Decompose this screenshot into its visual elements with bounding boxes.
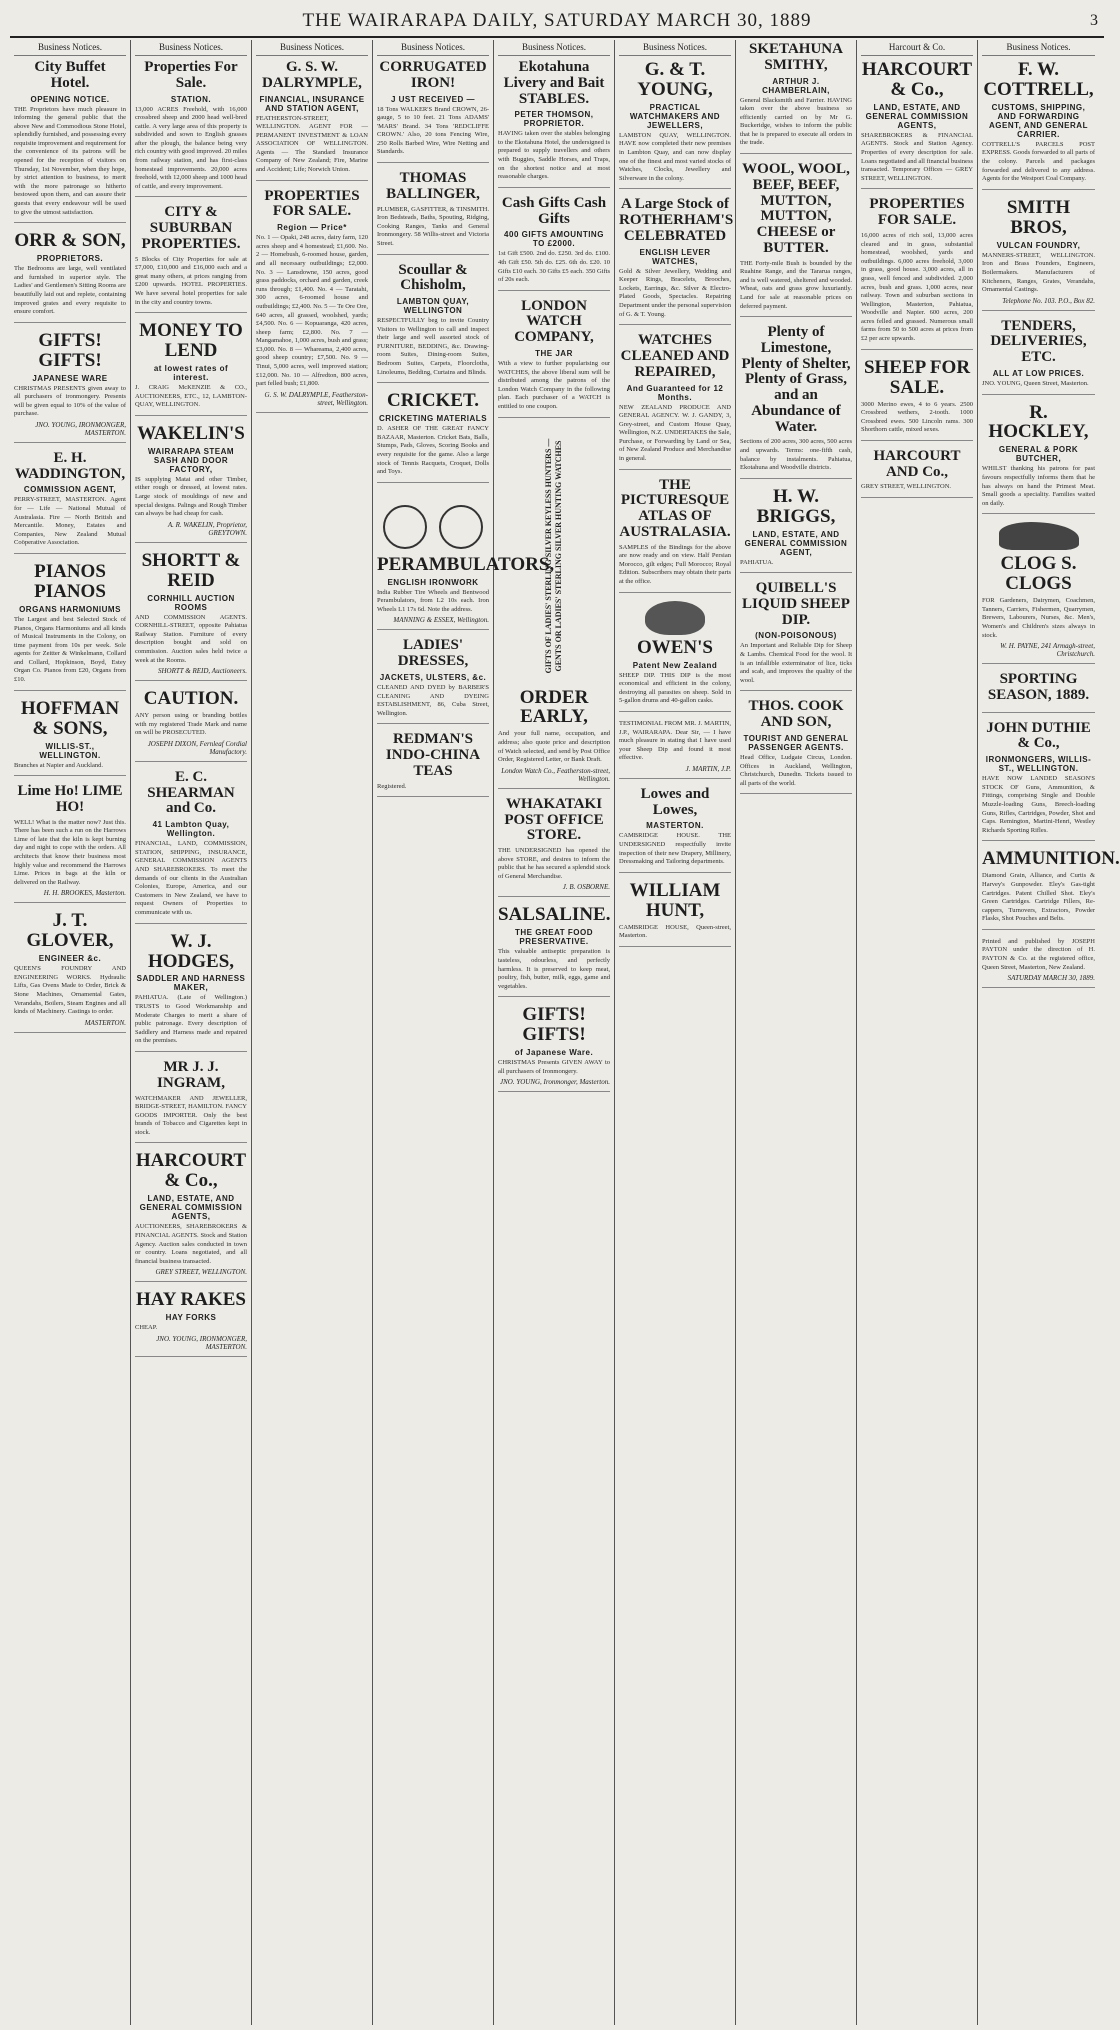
ad-heading: REDMAN'S INDO-CHINA TEAS: [385, 731, 481, 779]
ad-body: An Important and Reliable Dip for Sheep & Lambs. Chemical Food for the wool. It is an infallible exterminator of lice, ticks and scab, and improves the quality of the wool.: [740, 642, 852, 684]
advertisement: [256, 60, 368, 181]
ad-body: India Rubber Tire Wheels and Bentwood Perambulators, from L2 10s each. Iron Wheels L1 17s 6d. Note the address.: [377, 588, 489, 613]
ad-subheading: ENGINEER &c.: [38, 954, 102, 964]
ad-heading: WATCHES CLEANED AND REPAIRED,: [620, 332, 730, 380]
ad-signature: J. MARTIN, J.P.: [685, 764, 731, 773]
ad-subheading: GENERAL & PORK BUTCHER,: [998, 445, 1079, 464]
ad-subheading: at lowest rates of interest.: [153, 364, 229, 383]
ad-body: FEATHERSTON-STREET, WELLINGTON. AGENT FOR — PERMANENT INVESTMENT & LOAN ASSOCIATION OF WELLINGTON. Agents — The Standard Insurance Company of New Zealand; Fire, Marine and Accident; Life; Norwich Union.: [256, 114, 368, 174]
ad-heading: W. J. HODGES,: [147, 930, 235, 972]
clogs-illustration: [999, 522, 1079, 550]
advertisement: [982, 938, 1095, 988]
ad-heading: SHEEP FOR SALE.: [863, 356, 971, 398]
ad-heading: Cash Gifts Cash Gifts: [501, 194, 607, 227]
ad-subheading: THE JAR: [535, 348, 573, 358]
advertisement: [135, 1060, 247, 1143]
ad-subheading: 41 Lambton Quay, Wellington.: [152, 820, 230, 839]
ad-body: WELL! What is the matter now? Just this. There has been such a run on the Harrows Lime of late that the kiln is kept burning day and night to cope with the orders. All architects that know their business most highly value and recommend the Harrows Lime. Prices in bags at the kiln or delivered on the Railway.: [14, 818, 126, 886]
advertisement: [135, 205, 247, 313]
ad-body: Printed and published by JOSEPH PAYTON under the direction of H. PAYTON & Co. at the registered office, Queen Street, Masterton, New Zealand.: [982, 937, 1095, 971]
column-header: Business Notices.: [14, 40, 126, 56]
ad-body: HAVING taken over the stables belonging to the Ekotahuna Hotel, the undersigned is prepared to supply travellers and others with Buggies, Saddle Horses, and Traps, on the shortest notice and at most reasonable charges.: [498, 130, 610, 181]
advertisement: [14, 451, 126, 554]
column-header: Harcourt & Co.: [861, 40, 973, 56]
ad-body: COTTRELL'S PARCELS POST EXPRESS. Goods forwarded to all parts of the colony. Parcels and packages forwarded and delivered to any address. Agents for the Westport Coal Company.: [982, 140, 1095, 183]
ad-body: CHRISTMAS Presents GIVEN AWAY to all purchasers of Ironmongery.: [498, 1059, 610, 1075]
advertisement: [14, 231, 126, 323]
ad-heading: WOOL, WOOL, BEEF, BEEF, MUTTON, MUTTON, CHEESE or BUTTER.: [742, 161, 850, 256]
ad-body: The Largest and best Selected Stock of Pianos, Organs Harmoniums and all kinds of Musical Instruments in the Colony, on time payment from 10s per week. Sole agents for Zeitter & Winkelmann, Collard and Collard, Hopkinson, Boyd, Estey Organ Co. Pianos from £20, Organs from £10.: [14, 615, 126, 684]
advertisement: [498, 797, 610, 898]
column-2: [131, 40, 252, 2025]
ad-heading: Lime Ho! LIME HO!: [17, 783, 123, 815]
ad-body: GREY STREET, WELLINGTON.: [861, 483, 952, 491]
ad-body: No. 1 — Opaki, 248 acres, dairy farm, 120 acres sheep and 4 homestead; £1,600. No. 2 — Homebush, 6-roomed house, garden, and all necessary outbuildings; £2,000. No. 3 — Lansdowne, 150 acres, good grass paddocks, orchard and garden, creek runs through; £1,400. No. 4 — Taratahi, 300 acres, 6-roomed house and outbuildings; £2,400. No. 5 — Te Ore Ore, 640 acres, all grassed, woolshed, yards; £4,500. No. 6 — Kopuaranga, 420 acres, sheep farm; £2,800. No. 7 — Mangamahoe, 1,000 acres, bush and grass; £3,000. No. 8 — Whareama, 2,400 acres, good sheep country; £7,500. No. 9 — Tinui, 5,000 acres, well improved station; £12,000. No. 10 — Alfredton, 800 acres, part felled bush; £1,800.: [256, 234, 368, 388]
ad-heading: SMITH BROS,: [1006, 196, 1071, 238]
ad-body: JNO. YOUNG, Queen Street, Masterton.: [982, 379, 1089, 387]
ad-heading: SALSALINE.: [498, 904, 611, 926]
advertisement: [135, 689, 247, 762]
column-header: Business Notices.: [498, 40, 610, 56]
advertisement: [14, 911, 126, 1032]
ad-signature: J. B. OSBORNE.: [562, 883, 610, 892]
ad-subheading: of Japanese Ware.: [514, 1048, 594, 1058]
ad-heading: PERAMBULATORS,: [377, 553, 555, 575]
ad-body: WHILST thanking his patrons for past favours respectfully informs them that he has always on hand the Primest Meat. Small goods a speciality. Families waited on daily.: [982, 465, 1095, 507]
advertisement: [135, 321, 247, 416]
ad-signature: H. H. BROOKES, Masterton.: [43, 889, 126, 898]
ad-body: Diamond Grain, Alliance, and Curtis & Harvey's Gunpowder. Eley's Gas-tight Cartridges. Patent Chilled Shot. Eley's Green Cartridges. Cartridge Fillers, Re-cappers, Turnovers, Extractors, Powder Flasks, Shot Pouches and Belts.: [982, 872, 1095, 923]
advertisement: [498, 299, 610, 418]
advertisement: [498, 196, 610, 291]
ad-heading: SPORTING SEASON, 1889.: [987, 671, 1090, 703]
wheel-shape: [439, 505, 483, 549]
advertisement: [619, 196, 734, 325]
ad-heading: THOMAS BALLINGER,: [386, 170, 480, 202]
ad-subheading: COMMISSION AGENT,: [23, 485, 117, 495]
advertisement: [740, 581, 852, 691]
ad-body: SHAREBROKERS & FINANCIAL AGENTS. Stock and Station Agency. Properties of every description for sale. Loans negotiated and all financial business transacted. Temporary Offices — GREY STREET, WELLINGTON.: [861, 131, 973, 182]
ad-subheading: VULCAN FOUNDRY,: [996, 240, 1081, 250]
advertisement: [619, 478, 731, 593]
ad-body: 13,000 ACRES Freehold, with 16,000 crossbred sheep and 2000 head well-bred cattle. A very large area of this property is subdivided and sown to English grasses after the plough, the balance being very rich country with good improved. 20 miles from railway station, and has first-class homestead improvements. 20,000 acres freehold, with 12,000 sheep and 1000 head of cattle, and every improvement.: [135, 105, 247, 190]
ad-heading: TENDERS, DELIVERIES, ETC.: [990, 317, 1087, 366]
column-6: [615, 40, 736, 2025]
ad-signature: G. S. W. DALRYMPLE, Featherston-street, Wellington.: [264, 390, 368, 407]
column-header: Business Notices.: [619, 40, 731, 56]
ad-body: RESPECTFULLY beg to invite Country Visitors to Wellington to call and inspect their large and well assorted stock of FURNITURE, BEDDING, &c. Drawing-room Suites, Dining-room Suites, Bedroom Suites, Carpets, Floorcloths, Linoleums, Bedding, Curtains and Blinds.: [377, 317, 489, 376]
ad-heading: SKETAHUNA SMITHY,: [749, 41, 843, 73]
ad-heading: PROPERTIES FOR SALE.: [264, 187, 360, 220]
column-8: [857, 40, 978, 2025]
column-header: Business Notices.: [377, 40, 489, 56]
ad-subheading: TOURIST AND GENERAL PASSENGER AGENTS.: [743, 733, 849, 752]
ad-body: FOR Gardeners, Dairymen, Coachmen, Tanners, Carriers, Fishermen, Quarrymen, Brewers, Labourers, Nurses, &c. Men's, Women's and Children's sizes always in stock.: [982, 597, 1095, 639]
ad-subheading: CUSTOMS, SHIPPING, AND FORWARDING AGENT, AND GENERAL CARRIER.: [989, 102, 1088, 139]
ad-body: General Blacksmith and Farrier. HAVING taken over the above business so efficiently carried on by Mr G. Buckeridge, wishes to inform the public that he is prepared to execute all orders in the trade.: [740, 96, 852, 147]
ad-heading: ORR & SON,: [14, 230, 126, 252]
ad-heading: CRICKET.: [386, 390, 480, 412]
ad-signature: JOSEPH DIXON, Fernleaf Cordial Manufactory.: [147, 739, 247, 756]
ad-body: THE Forty-mile Bush is bounded by the Ruahine Range, and the Tararua ranges, and is well watered, sheltered and wooded. Wheat, oats and grass grow luxuriantly. Land for sale at reasonable prices on deferred payment.: [740, 259, 852, 310]
ad-body: AUCTIONEERS, SHAREBROKERS & FINANCIAL AGENTS. Stock and Station Agency. Auction sales conducted in town or country. Loans negotiated, and all financial business transacted.: [135, 1223, 247, 1265]
ad-body: AND COMMISSION AGENTS. CORNHILL-STREET, opposite Pahiatua Railway Station. Furniture of every description bought and sold on commission. Auction sales held twice a week at the Rooms.: [135, 613, 247, 664]
advertisement: [740, 325, 852, 479]
ad-subheading: THE GREAT FOOD PRESERVATIVE.: [515, 928, 593, 947]
ad-subheading: JAPANESE WARE: [32, 373, 108, 383]
ad-body: Registered.: [377, 782, 407, 790]
ad-body: Head Office, Ludgate Circus, London. Offices in Auckland, Wellington, Christchurch, Dunedin. Tickets issued to all parts of the world.: [740, 753, 852, 787]
ad-heading: R. HOCKLEY,: [988, 401, 1089, 443]
column-header: Business Notices.: [256, 40, 368, 56]
ad-signature: London Watch Co., Featherston-street, Wellington.: [501, 766, 610, 783]
advertisement: [498, 688, 610, 789]
advertisement: [14, 699, 126, 776]
ad-subheading: 400 GIFTS AMOUNTING TO £2000.: [504, 230, 604, 249]
column-9: [978, 40, 1120, 2025]
ad-body: WATCHMAKER AND JEWELLER, BRIDGE-STREET, HAMILTON. FANCY GOODS IMPORTER. Only the best brands of Tobacco and Cigarettes kept in stock.: [135, 1094, 247, 1136]
ad-heading: JOHN DUTHIE & Co.,: [986, 719, 1091, 752]
ad-heading: G. S. W. DALRYMPLE,: [262, 59, 362, 91]
ad-heading: HARCOURT AND Co.,: [873, 447, 961, 480]
ad-signature: W. H. PAYNE, 241 Armagh-street, Christchurch.: [1000, 642, 1095, 659]
ad-subheading: (NON-POISONOUS): [755, 631, 837, 641]
advertisement: [377, 732, 489, 797]
ad-body: CAMBRIDGE HOUSE, Queen-street, Masterton.: [619, 923, 731, 940]
ad-signature: JNO. YOUNG, Ironmonger, Masterton.: [500, 1078, 610, 1087]
advertisement: [619, 638, 731, 712]
advertisement: [256, 189, 368, 413]
ad-body: 3000 Merino ewes, 4 to 6 years. 2500 Crossbred wethers, 2-tooth. 1000 Crossbred ewes. 500 Lincoln rams. 300 Shorthorn cattle, mixed sexes.: [861, 400, 973, 434]
ad-subheading: LAND, ESTATE, AND GENERAL COMMISSION AGENTS,: [865, 102, 969, 130]
ad-heading: E. C. SHEARMAN and Co.: [147, 768, 235, 817]
ad-subheading: PETER THOMSON, PROPRIETOR.: [514, 110, 594, 129]
advertisement: [740, 42, 852, 154]
ad-subheading: ORGANS HARMONIUMS: [19, 604, 121, 614]
ad-body: With a view to further popularising our WATCHES, the above liberal sum will be distributed among the patrons of the London Watch Company in the following plan. Each purchaser of a WATCH is entitled to one coupon.: [498, 359, 610, 410]
ad-heading: City Buffet Hotel.: [34, 59, 106, 91]
ad-heading: Lowes and Lowes,: [640, 785, 710, 818]
perambulator-illustration: [377, 491, 489, 551]
advertisement: [619, 720, 731, 779]
ad-subheading: SADDLER AND HARNESS MAKER,: [136, 974, 246, 993]
advertisement: [377, 391, 489, 483]
advertisement: [982, 403, 1095, 515]
ad-body: PAHIATUA.: [740, 558, 774, 566]
advertisement: [619, 787, 731, 873]
ad-body: 16,000 acres of rich soil, 13,000 acres cleared and in grass, substantial homestead, woolshed, yards and outbuildings. 6,000 acres freehold, 3,000 in grass, good house. 3,000 acres, all in grass, well fenced and subdivided. 2,000 acres, bush and grass. 1,000 acres, near railway. Town and suburban sections in Wellington, Masterton, Pahiatua, Woodville and Napier. 600 acres, 200 acres felled and grassed. Numerous small farms from 50 to 500 acres at prices from £2 per acre upwards.: [861, 231, 973, 343]
ad-heading: CLOG S. CLOGS: [1000, 553, 1077, 595]
ad-signature: JNO. YOUNG, IRONMONGER, MASTERTON.: [35, 420, 126, 437]
ad-body: J. CRAIG McKENZIE & CO., AUCTIONEERS, ETC., 12, LAMBTON-QUAY, WELLINGTON.: [135, 384, 247, 409]
ad-heading: Plenty of Limestone, Plenty of Shelter, Plenty of Grass, and an Abundance of Water.: [741, 324, 851, 435]
ad-signature: SHORTT & REID, Auctioneers.: [158, 667, 247, 676]
ad-body: CAMBRIDGE HOUSE. THE UNDERSIGNED respectfully invite inspection of their new Drapery, Millinery, Dressmaking and Tailoring departments.: [619, 832, 731, 866]
ad-subheading: CRICKETING MATERIALS: [378, 414, 488, 424]
ad-subheading: WAIRARAPA STEAM SASH AND DOOR FACTORY,: [147, 446, 235, 474]
ad-subheading: ENGLISH LEVER WATCHES,: [639, 247, 711, 266]
ad-subheading: WILLIS-ST., WELLINGTON.: [39, 741, 101, 760]
sheep-illustration: [645, 601, 705, 635]
ad-signature: A. R. WAKELIN, Proprietor, GREYTOWN.: [167, 520, 247, 537]
ad-heading: PIANOS PIANOS: [34, 561, 106, 602]
ad-signature: MASTERTON.: [84, 1018, 126, 1027]
ad-body: Sections of 200 acres, 300 acres, 500 acres and upwards. Terms: one-fifth cash, balance by instalments. Pahiatua, Ekotahuna and Woodville districts.: [740, 438, 852, 472]
ad-subheading: ALL AT LOW PRICES.: [992, 368, 1085, 378]
ad-heading: HARCOURT & Co.,: [861, 59, 973, 100]
ad-heading: H. W. BRIGGS,: [756, 485, 836, 527]
ad-body: ANY person using or branding bottles with my registered Trade Mark and name on will be PROSECUTED.: [135, 712, 247, 737]
ad-heading: E. H. WADDINGTON,: [14, 449, 126, 482]
ad-body: SAMPLES of the Bindings for the above are now ready and on view. Half Persian Morocco, gilt edges; Full Morocco; Royal Edition. Subscribers may obtain their parts at the office.: [619, 543, 731, 586]
ad-heading: HOFFMAN & SONS,: [20, 697, 120, 739]
rotated-gift-table: [498, 426, 610, 686]
ad-subheading: PRACTICAL WATCHMAKERS AND JEWELLERS,: [629, 102, 721, 130]
ad-heading: G. & T. YOUNG,: [637, 59, 713, 100]
advertisement: [861, 358, 973, 441]
masthead: [10, 8, 1104, 38]
ad-body: D. ASHER OF THE GREAT FANCY BAZAAR, Masterton. Cricket Bats, Balls, Stumps, Pads, Gloves, Scoring Books and every requisite for the game. Also a large stock of Tennis Racquets, Croquet, Dolls and Toys.: [377, 425, 489, 476]
advertisement: [861, 60, 973, 189]
advertisement: [861, 449, 973, 498]
ad-subheading: LAND, ESTATE, AND GENERAL COMMISSION AGENTS,: [139, 1194, 243, 1222]
advertisement: [619, 60, 731, 189]
ad-subheading: PROPRIETORS.: [36, 254, 104, 264]
ad-heading: CITY & SUBURBAN PROPERTIES.: [141, 204, 241, 252]
ad-signature: JNO. YOUNG, IRONMONGER, MASTERTON.: [156, 1334, 247, 1351]
ad-heading: Properties For Sale.: [144, 59, 238, 91]
ad-body: PLUMBER, GASFITTER, & TINSMITH. Iron Bedsteads, Baths, Spouting, Ridging, Cooking Ranges, Tanks and General Ironmongery. 58 Willis-street and Victoria Street.: [377, 205, 489, 247]
ad-body: LAMBTON QUAY, WELLINGTON. HAVE now completed their new premises in Lambton Quay, and can now display one of the finest and most varied stocks of Watches, Clocks, Jewellery and Silverware in the colony.: [619, 131, 731, 182]
ad-body: The Bedrooms are large, well ventilated and furnished in superior style. The Ladies' and Gentlemen's Sitting Rooms are beautifully laid out and replete, containing improved grates and every requisite to ensure comfort.: [14, 265, 126, 316]
ad-subheading: MASTERTON.: [646, 821, 704, 831]
advertisement: [619, 881, 731, 947]
ad-heading: CORRUGATED IRON!: [379, 59, 487, 91]
advertisement: [14, 331, 126, 443]
ad-heading: THOS. COOK AND SON,: [748, 698, 844, 731]
ad-subheading: IRONMONGERS, WILLIS-ST., WELLINGTON.: [985, 755, 1092, 774]
ad-body: CHRISTMAS PRESENTS given away to all purchasers of ironmongery. Presents will be given equal to 10% of the value of purchase.: [14, 384, 126, 418]
rotated-gift-text: GIFTS OF LADIES' STERLING SILVER KEYLESS HUNTERS — GENTS OR LADIES' STERLING SILVER HUNTING WATCHES: [544, 438, 563, 673]
advertisement: [135, 932, 247, 1052]
advertisement: [135, 1290, 247, 1357]
advertisement: [377, 638, 489, 724]
ad-subheading: ENGLISH IRONWORK: [387, 577, 479, 587]
ad-subheading: CORNHILL AUCTION ROOMS: [147, 593, 235, 612]
advertisement: [498, 60, 610, 188]
advertisement: [377, 171, 489, 254]
ad-subheading: J UST RECEIVED —: [390, 94, 475, 104]
ad-body: TESTIMONIAL FROM MR. J. MARTIN, J.P., WAIRARAPA. Dear Sir, — I have much pleasure in stating that I have used your Sheep Dip and found it most effective.: [619, 719, 731, 762]
advertisement: [861, 197, 973, 349]
ad-body: CHEAP.: [135, 1324, 158, 1332]
ad-body: HAVE NOW LANDED SEASON'S STOCK OF Guns, Ammunition, & Fittings, comprising Single and Double Muzzle-loading Guns, Breech-loading Guns, Rifles, Cartridges, Powder, Shot and Caps. Remington, Martini-Henri, Westley Richards Sporting Rifles.: [982, 775, 1095, 834]
ad-heading: WHAKATAKI POST OFFICE STORE.: [504, 795, 604, 844]
masthead-title: THE WAIRARAPA DAILY, SATURDAY MARCH 30, 1889: [302, 10, 812, 31]
ad-signature: Telephone No. 103. P.O., Box 82.: [1002, 296, 1095, 305]
ad-subheading: ARTHUR J. CHAMBERLAIN,: [762, 76, 830, 95]
advertisement: [135, 1151, 247, 1282]
ad-heading: CAUTION.: [143, 688, 239, 710]
ad-signature: GREY STREET, WELLINGTON.: [155, 1268, 247, 1277]
ad-heading: GIFTS! GIFTS!: [522, 1004, 586, 1046]
ad-heading: THE PICTURESQUE ATLAS OF AUSTRALASIA.: [619, 476, 731, 540]
column-header: Business Notices.: [135, 40, 247, 56]
ad-subheading: STATION.: [170, 94, 212, 104]
advertisement: [135, 424, 247, 543]
advertisement: [982, 319, 1095, 395]
advertisement: [982, 672, 1095, 713]
ad-body: 18 Tons WALKER'S Brand CROWN, 26-gauge, 5 to 10 feet. 21 Tons ADAMS' 'MARS' Brand. 34 Tons 'REDCLIFFE CROWN.' Also, 20 tons Fencing Wire, 250 Rolls Barbed Wire, Wire Netting and Standards.: [377, 105, 489, 156]
ad-body: MANNERS-STREET, WELLINGTON. Iron and Brass Founders, Engineers, Boilermakers. Manufacturers of Kitcheners, Ranges, Grates, Verandahs, Ornamental Castings.: [982, 251, 1095, 294]
ad-heading: WAKELIN'S: [137, 422, 245, 444]
ad-signature: SATURDAY MARCH 30, 1889.: [1007, 974, 1095, 983]
ad-heading: Scoullar & Chisholm,: [398, 261, 468, 294]
column-1: [10, 40, 131, 2025]
page-number: 3: [1090, 12, 1098, 29]
ad-subheading: OPENING NOTICE.: [30, 94, 110, 104]
ad-subheading: LAND, ESTATE, AND GENERAL COMMISSION AGENT,: [744, 529, 848, 557]
advertisement: [135, 60, 247, 197]
ad-heading: HARCOURT & Co.,: [135, 1150, 247, 1192]
advertisement: [135, 770, 247, 924]
advertisement: [619, 333, 731, 469]
ad-subheading: Patent New Zealand: [632, 660, 718, 670]
ad-heading: WILLIAM HUNT,: [629, 879, 721, 921]
ad-heading: J. T. GLOVER,: [26, 910, 114, 952]
ad-heading: F. W. COTTRELL,: [983, 59, 1094, 100]
ad-body: Gold & Silver Jewellery, Wedding and Keeper Rings, Bracelets, Brooches, Lockets, Earrings, &c. Silver & Electro-Plated Goods, Spectacles. Repairing Department under the personal supervision of G. & T. Young.: [619, 267, 731, 318]
advertisement: [982, 721, 1095, 842]
ad-heading: ORDER EARLY,: [519, 686, 589, 728]
column-7: [736, 40, 857, 2025]
advertisement: [498, 905, 610, 997]
columns-container: [10, 40, 1120, 2025]
ad-body: CLEANED AND DYED by BARBER'S CLEANING AND DYEING ESTABLISHMENT, 86, Cuba Street, Wellington.: [377, 683, 489, 717]
advertisement: [982, 848, 1120, 930]
ad-signature: MANNING & ESSEX, Wellington.: [393, 616, 489, 625]
ad-body: And your full name, occupation, and address; also quote price and description of Watch selected, and send by Post Office Order, Registered Letter, or Bank Draft.: [498, 730, 610, 764]
ad-heading: LONDON WATCH COMPANY,: [514, 297, 594, 346]
ad-heading: GIFTS! GIFTS!: [38, 329, 102, 371]
ad-heading: HAY RAKES: [136, 1289, 246, 1311]
advertisement: [14, 562, 126, 691]
ad-heading: QUIBELL'S LIQUID SHEEP DIP.: [742, 580, 850, 628]
advertisement: [982, 198, 1095, 311]
ad-body: 5 Blocks of City Properties for sale at £7,000, £10,000 and £16,000 each and a great many others, at prices ranging from £200 upwards. HOTEL PROPERTIES. We have several hotel properties for sale in the city and country towns.: [135, 255, 247, 306]
ad-body: This valuable antiseptic preparation is tasteless, odourless, and perfectly harmless. It is preserved to keep meat, poultry, fish, butter, milk, eggs, game and vegetables.: [498, 948, 610, 990]
ad-body: Branches at Napier and Auckland.: [14, 761, 103, 769]
ad-heading: AMMUNITION.: [982, 848, 1120, 870]
ad-body: THE UNDERSIGNED has opened the above STORE, and desires to inform the public that he has secured a splendid stock of General Merchandise.: [498, 847, 610, 880]
ad-subheading: HAY FORKS: [165, 1313, 217, 1323]
ad-body: PAHIATUA. (Late of Wellington.) TRUSTS to Good Workmanship and Moderate Charges to merit a share of public patronage. Every description of Saddlery and Harness made and repaired on the premises.: [135, 994, 247, 1045]
advertisement: [377, 60, 489, 163]
advertisement: [498, 1005, 610, 1092]
advertisement: [135, 551, 247, 681]
ad-subheading: LAMBTON QUAY, WELLINGTON: [396, 297, 470, 316]
ad-body: IS supplying Matai and other Timber, either rough or dressed, at lowest rates. Large stock of mouldings of new and special designs. Palings and Rough Timber can always be had cheap for cash.: [135, 475, 247, 518]
column-header: Business Notices.: [982, 40, 1095, 56]
advertisement: [740, 699, 852, 794]
advertisement: [377, 553, 555, 631]
wheel-shape: [383, 505, 427, 549]
advertisement: [982, 554, 1095, 664]
advertisement: [14, 784, 126, 903]
ad-heading: SHORTT & REID: [141, 549, 241, 591]
column-5: [494, 40, 615, 2025]
ad-subheading: JACKETS, ULSTERS, &c.: [379, 672, 487, 682]
ad-heading: MR J. J. INGRAM,: [157, 1059, 225, 1091]
ad-body: 1st Gift £500. 2nd do. £250. 3rd do. £100. 4th Gift £50. 5th do. £25. 6th do. £20. 10 Gifts £10 each. 30 Gifts £5 each. 350 Gifts of 20s each.: [498, 250, 610, 284]
ad-body: SHEEP DIP. THIS DIP is the most economical and efficient in the colony, destroying all parasites on sheep. Sold in 5-gallon drums and 40-gallon casks.: [619, 671, 731, 705]
ad-body: FINANCIAL, LAND, COMMISSION, STATION, SHIPPING, INSURANCE, GENERAL COMMISSION AGENTS AND SHAREBROKERS. To meet the demands of our clients in the Australian Colonies, Europe, America, and our Customers in New Zealand, we have to request Owners of Properties to communicate with us.: [135, 840, 247, 916]
ad-heading: A Large Stock of ROTHERHAM'S CELEBRATED: [619, 196, 734, 244]
advertisement: [740, 487, 852, 573]
advertisement: [14, 60, 126, 223]
advertisement: [377, 263, 489, 384]
ad-body: QUEEN'S FOUNDRY AND ENGINEERING WORKS. Hydraulic Lifts, Gas Ovens Made to Order, Brick & Stone Machines, Ornamental Gates, Verandahs, Boilers, Steam Engines and all kinds of Machinery. Castings to order.: [14, 965, 126, 1016]
ad-heading: MONEY TO LEND: [139, 320, 243, 362]
ad-subheading: And Guaranteed for 12 Months.: [626, 383, 724, 402]
ad-heading: OWEN'S: [636, 636, 714, 658]
ad-body: NEW ZEALAND PRODUCE AND GENERAL AGENCY. W. J. GANDY, 3, Grey-street, and Custom House Quay, Wellington, N.Z. UNDERTAKES the Sale, Purchase, or Forwarding by Land or Sea, of New Zealand Produce and Merchandise in general.: [619, 403, 731, 463]
advertisement: [740, 162, 852, 317]
column-3: [252, 40, 373, 2025]
ad-heading: LADIES' DRESSES,: [397, 637, 469, 670]
ad-body: THE Proprietors have much pleasure in informing the general public that the above New and Commodious Stone Hotel, splendidly furnished, and possessing every requisite improvement and requirement for the convenience of its patrons will be opened for the reception of visitors on Thursday, 1st November, when they hope, by strict attention to business, to merit with the more patronage so hitherto bestowed upon them, and can assure their guests that every endeavour will be used to give the utmost satisfaction.: [14, 105, 126, 216]
ad-body: PERRY-STREET, MASTERTON. Agent for — Life — National Mutual of Australasia. Fire — North British and Mercantile. Money, Estates and Companies, New Zealand Mutual Coöperative Association.: [14, 496, 126, 547]
ad-heading: Ekotahuna Livery and Bait STABLES.: [503, 59, 605, 107]
advertisement: [982, 60, 1095, 190]
ad-subheading: FINANCIAL, INSURANCE AND STATION AGENT,: [259, 94, 365, 113]
ad-heading: PROPERTIES FOR SALE.: [869, 196, 965, 229]
ad-subheading: Region — Price*: [277, 223, 347, 233]
